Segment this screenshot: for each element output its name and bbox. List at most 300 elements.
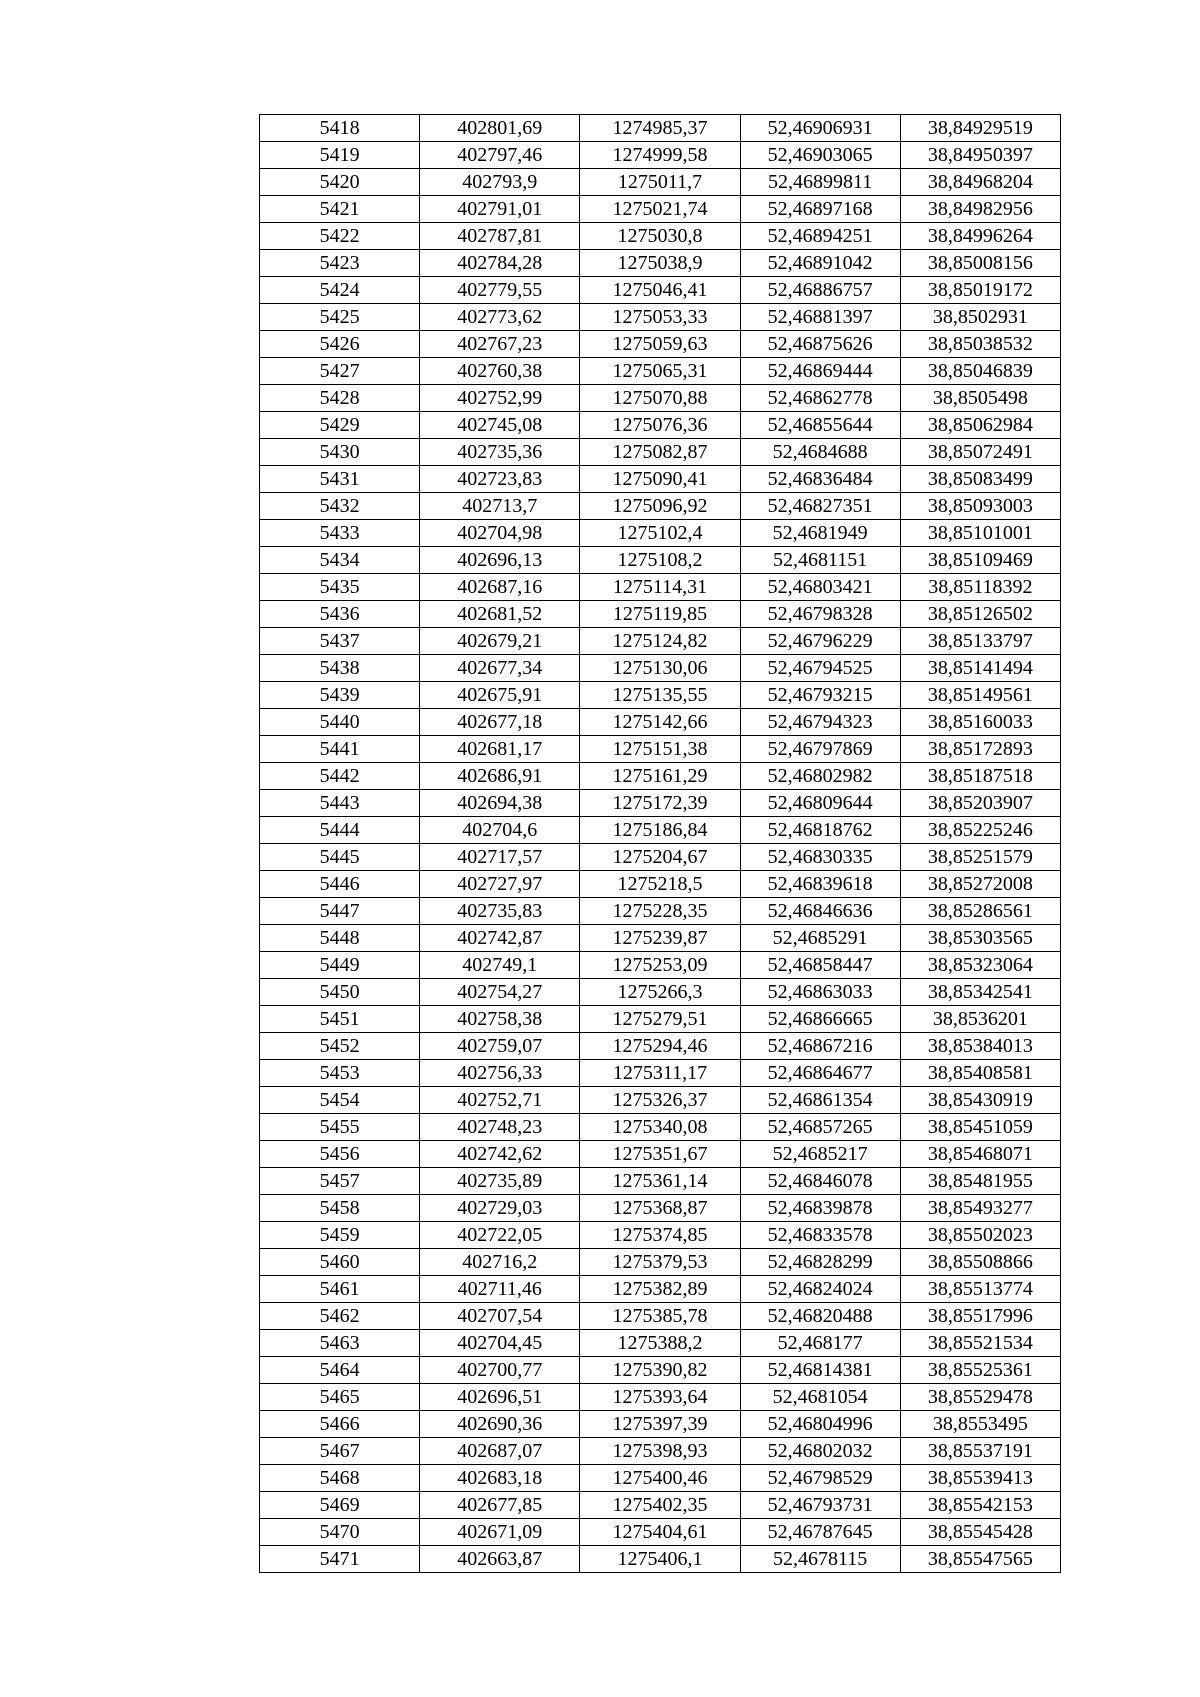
y-coordinate-cell: 1275388,2: [580, 1330, 740, 1357]
x-coordinate-cell: 402791,01: [420, 196, 580, 223]
point-number-cell: 5443: [260, 790, 420, 817]
point-number-cell: 5433: [260, 520, 420, 547]
x-coordinate-cell: 402716,2: [420, 1249, 580, 1276]
y-coordinate-cell: 1275382,89: [580, 1276, 740, 1303]
y-coordinate-cell: 1275402,35: [580, 1492, 740, 1519]
y-coordinate-cell: 1275400,46: [580, 1465, 740, 1492]
latitude-cell: 52,46839618: [740, 871, 900, 898]
x-coordinate-cell: 402704,98: [420, 520, 580, 547]
longitude-cell: 38,85072491: [900, 439, 1060, 466]
y-coordinate-cell: 1275030,8: [580, 223, 740, 250]
table-row: [260, 1060, 1061, 1087]
y-coordinate-cell: 1275379,53: [580, 1249, 740, 1276]
point-number-cell: 5425: [260, 304, 420, 331]
longitude-cell: 38,85225246: [900, 817, 1060, 844]
table-row: [260, 952, 1061, 979]
y-coordinate-cell: 1275326,37: [580, 1087, 740, 1114]
x-coordinate-cell: 402681,17: [420, 736, 580, 763]
y-coordinate-cell: 1275021,74: [580, 196, 740, 223]
table-row: [260, 331, 1061, 358]
latitude-cell: 52,46824024: [740, 1276, 900, 1303]
x-coordinate-cell: 402704,45: [420, 1330, 580, 1357]
table-row: [260, 1546, 1061, 1573]
longitude-cell: 38,85062984: [900, 412, 1060, 439]
longitude-cell: 38,84950397: [900, 142, 1060, 169]
table-row: [260, 763, 1061, 790]
table-row: [260, 1087, 1061, 1114]
y-coordinate-cell: 1275065,31: [580, 358, 740, 385]
latitude-cell: 52,46793215: [740, 682, 900, 709]
point-number-cell: 5448: [260, 925, 420, 952]
point-number-cell: 5452: [260, 1033, 420, 1060]
x-coordinate-cell: 402677,85: [420, 1492, 580, 1519]
latitude-cell: 52,46869444: [740, 358, 900, 385]
y-coordinate-cell: 1275239,87: [580, 925, 740, 952]
table-row: [260, 709, 1061, 736]
latitude-cell: 52,4685217: [740, 1141, 900, 1168]
y-coordinate-cell: 1275351,67: [580, 1141, 740, 1168]
latitude-cell: 52,46894251: [740, 223, 900, 250]
longitude-cell: 38,84929519: [900, 115, 1060, 142]
table-row: [260, 1195, 1061, 1222]
longitude-cell: 38,85384013: [900, 1033, 1060, 1060]
table-row: [260, 466, 1061, 493]
x-coordinate-cell: 402749,1: [420, 952, 580, 979]
y-coordinate-cell: 1275186,84: [580, 817, 740, 844]
x-coordinate-cell: 402756,33: [420, 1060, 580, 1087]
longitude-cell: 38,85133797: [900, 628, 1060, 655]
x-coordinate-cell: 402671,09: [420, 1519, 580, 1546]
y-coordinate-cell: 1275397,39: [580, 1411, 740, 1438]
longitude-cell: 38,85323064: [900, 952, 1060, 979]
point-number-cell: 5434: [260, 547, 420, 574]
point-number-cell: 5470: [260, 1519, 420, 1546]
latitude-cell: 52,4684688: [740, 439, 900, 466]
point-number-cell: 5432: [260, 493, 420, 520]
longitude-cell: 38,84982956: [900, 196, 1060, 223]
latitude-cell: 52,46787645: [740, 1519, 900, 1546]
longitude-cell: 38,85109469: [900, 547, 1060, 574]
point-number-cell: 5449: [260, 952, 420, 979]
table-row: [260, 304, 1061, 331]
point-number-cell: 5462: [260, 1303, 420, 1330]
table-row: [260, 358, 1061, 385]
point-number-cell: 5453: [260, 1060, 420, 1087]
point-number-cell: 5429: [260, 412, 420, 439]
longitude-cell: 38,85126502: [900, 601, 1060, 628]
latitude-cell: 52,46833578: [740, 1222, 900, 1249]
longitude-cell: 38,85141494: [900, 655, 1060, 682]
latitude-cell: 52,4685291: [740, 925, 900, 952]
table-row: [260, 412, 1061, 439]
longitude-cell: 38,85272008: [900, 871, 1060, 898]
point-number-cell: 5444: [260, 817, 420, 844]
longitude-cell: 38,85101001: [900, 520, 1060, 547]
latitude-cell: 52,46861354: [740, 1087, 900, 1114]
latitude-cell: 52,46886757: [740, 277, 900, 304]
point-number-cell: 5456: [260, 1141, 420, 1168]
x-coordinate-cell: 402745,08: [420, 412, 580, 439]
point-number-cell: 5458: [260, 1195, 420, 1222]
longitude-cell: 38,85517996: [900, 1303, 1060, 1330]
point-number-cell: 5422: [260, 223, 420, 250]
longitude-cell: 38,85502023: [900, 1222, 1060, 1249]
x-coordinate-cell: 402704,6: [420, 817, 580, 844]
point-number-cell: 5419: [260, 142, 420, 169]
latitude-cell: 52,46836484: [740, 466, 900, 493]
latitude-cell: 52,46903065: [740, 142, 900, 169]
longitude-cell: 38,85172893: [900, 736, 1060, 763]
longitude-cell: 38,85187518: [900, 763, 1060, 790]
latitude-cell: 52,46867216: [740, 1033, 900, 1060]
point-number-cell: 5431: [260, 466, 420, 493]
x-coordinate-cell: 402687,16: [420, 574, 580, 601]
point-number-cell: 5435: [260, 574, 420, 601]
x-coordinate-cell: 402696,51: [420, 1384, 580, 1411]
latitude-cell: 52,46794525: [740, 655, 900, 682]
y-coordinate-cell: 1275114,31: [580, 574, 740, 601]
longitude-cell: 38,8502931: [900, 304, 1060, 331]
table-row: [260, 925, 1061, 952]
table-row: [260, 169, 1061, 196]
y-coordinate-cell: 1275119,85: [580, 601, 740, 628]
y-coordinate-cell: 1275204,67: [580, 844, 740, 871]
point-number-cell: 5423: [260, 250, 420, 277]
y-coordinate-cell: 1275374,85: [580, 1222, 740, 1249]
x-coordinate-cell: 402801,69: [420, 115, 580, 142]
latitude-cell: 52,46858447: [740, 952, 900, 979]
table-row: [260, 736, 1061, 763]
x-coordinate-cell: 402700,77: [420, 1357, 580, 1384]
x-coordinate-cell: 402696,13: [420, 547, 580, 574]
x-coordinate-cell: 402729,03: [420, 1195, 580, 1222]
x-coordinate-cell: 402713,7: [420, 493, 580, 520]
x-coordinate-cell: 402723,83: [420, 466, 580, 493]
table-row: [260, 844, 1061, 871]
latitude-cell: 52,46846636: [740, 898, 900, 925]
point-number-cell: 5446: [260, 871, 420, 898]
latitude-cell: 52,46891042: [740, 250, 900, 277]
y-coordinate-cell: 1275279,51: [580, 1006, 740, 1033]
x-coordinate-cell: 402752,71: [420, 1087, 580, 1114]
y-coordinate-cell: 1275406,1: [580, 1546, 740, 1573]
y-coordinate-cell: 1275108,2: [580, 547, 740, 574]
point-number-cell: 5447: [260, 898, 420, 925]
latitude-cell: 52,46798328: [740, 601, 900, 628]
x-coordinate-cell: 402787,81: [420, 223, 580, 250]
y-coordinate-cell: 1275340,08: [580, 1114, 740, 1141]
latitude-cell: 52,46846078: [740, 1168, 900, 1195]
y-coordinate-cell: 1275053,33: [580, 304, 740, 331]
x-coordinate-cell: 402742,87: [420, 925, 580, 952]
x-coordinate-cell: 402690,36: [420, 1411, 580, 1438]
y-coordinate-cell: 1275161,29: [580, 763, 740, 790]
x-coordinate-cell: 402767,23: [420, 331, 580, 358]
point-number-cell: 5445: [260, 844, 420, 871]
latitude-cell: 52,46897168: [740, 196, 900, 223]
longitude-cell: 38,85513774: [900, 1276, 1060, 1303]
latitude-cell: 52,46863033: [740, 979, 900, 1006]
x-coordinate-cell: 402727,97: [420, 871, 580, 898]
y-coordinate-cell: 1274999,58: [580, 142, 740, 169]
longitude-cell: 38,85468071: [900, 1141, 1060, 1168]
latitude-cell: 52,468177: [740, 1330, 900, 1357]
x-coordinate-cell: 402686,91: [420, 763, 580, 790]
point-number-cell: 5457: [260, 1168, 420, 1195]
x-coordinate-cell: 402773,62: [420, 304, 580, 331]
x-coordinate-cell: 402760,38: [420, 358, 580, 385]
table-row: [260, 1303, 1061, 1330]
x-coordinate-cell: 402681,52: [420, 601, 580, 628]
table-row: [260, 898, 1061, 925]
table-row: [260, 1168, 1061, 1195]
point-number-cell: 5418: [260, 115, 420, 142]
longitude-cell: 38,85529478: [900, 1384, 1060, 1411]
x-coordinate-cell: 402707,54: [420, 1303, 580, 1330]
longitude-cell: 38,85451059: [900, 1114, 1060, 1141]
x-coordinate-cell: 402752,99: [420, 385, 580, 412]
latitude-cell: 52,46820488: [740, 1303, 900, 1330]
table-row: [260, 979, 1061, 1006]
y-coordinate-cell: 1275135,55: [580, 682, 740, 709]
y-coordinate-cell: 1275390,82: [580, 1357, 740, 1384]
latitude-cell: 52,46855644: [740, 412, 900, 439]
table-row: [260, 1384, 1061, 1411]
point-number-cell: 5455: [260, 1114, 420, 1141]
latitude-cell: 52,46906931: [740, 115, 900, 142]
y-coordinate-cell: 1275059,63: [580, 331, 740, 358]
point-number-cell: 5454: [260, 1087, 420, 1114]
y-coordinate-cell: 1275070,88: [580, 385, 740, 412]
y-coordinate-cell: 1275076,36: [580, 412, 740, 439]
table-row: [260, 1411, 1061, 1438]
x-coordinate-cell: 402735,36: [420, 439, 580, 466]
point-number-cell: 5424: [260, 277, 420, 304]
x-coordinate-cell: 402735,89: [420, 1168, 580, 1195]
latitude-cell: 52,46839878: [740, 1195, 900, 1222]
longitude-cell: 38,85547565: [900, 1546, 1060, 1573]
longitude-cell: 38,85537191: [900, 1438, 1060, 1465]
table-row: [260, 277, 1061, 304]
latitude-cell: 52,46797869: [740, 736, 900, 763]
y-coordinate-cell: 1274985,37: [580, 115, 740, 142]
x-coordinate-cell: 402717,57: [420, 844, 580, 871]
point-number-cell: 5465: [260, 1384, 420, 1411]
point-number-cell: 5464: [260, 1357, 420, 1384]
x-coordinate-cell: 402754,27: [420, 979, 580, 1006]
point-number-cell: 5421: [260, 196, 420, 223]
latitude-cell: 52,46803421: [740, 574, 900, 601]
table-row: [260, 1222, 1061, 1249]
table-row: [260, 1249, 1061, 1276]
x-coordinate-cell: 402797,46: [420, 142, 580, 169]
latitude-cell: 52,46814381: [740, 1357, 900, 1384]
x-coordinate-cell: 402748,23: [420, 1114, 580, 1141]
table-row: [260, 1114, 1061, 1141]
x-coordinate-cell: 402759,07: [420, 1033, 580, 1060]
latitude-cell: 52,46798529: [740, 1465, 900, 1492]
latitude-cell: 52,46827351: [740, 493, 900, 520]
point-number-cell: 5442: [260, 763, 420, 790]
latitude-cell: 52,46875626: [740, 331, 900, 358]
y-coordinate-cell: 1275046,41: [580, 277, 740, 304]
coordinates-table: [259, 114, 1061, 1573]
longitude-cell: 38,84968204: [900, 169, 1060, 196]
table-row: [260, 1141, 1061, 1168]
table-row: [260, 655, 1061, 682]
coordinates-table-body: [260, 115, 1061, 1573]
latitude-cell: 52,46802982: [740, 763, 900, 790]
latitude-cell: 52,46881397: [740, 304, 900, 331]
table-row: [260, 223, 1061, 250]
longitude-cell: 38,85303565: [900, 925, 1060, 952]
longitude-cell: 38,85251579: [900, 844, 1060, 871]
table-row: [260, 547, 1061, 574]
longitude-cell: 38,85525361: [900, 1357, 1060, 1384]
y-coordinate-cell: 1275130,06: [580, 655, 740, 682]
point-number-cell: 5440: [260, 709, 420, 736]
latitude-cell: 52,46830335: [740, 844, 900, 871]
x-coordinate-cell: 402687,07: [420, 1438, 580, 1465]
y-coordinate-cell: 1275096,92: [580, 493, 740, 520]
longitude-cell: 38,85342541: [900, 979, 1060, 1006]
y-coordinate-cell: 1275038,9: [580, 250, 740, 277]
longitude-cell: 38,85083499: [900, 466, 1060, 493]
longitude-cell: 38,8536201: [900, 1006, 1060, 1033]
table-row: [260, 385, 1061, 412]
point-number-cell: 5438: [260, 655, 420, 682]
point-number-cell: 5451: [260, 1006, 420, 1033]
longitude-cell: 38,85093003: [900, 493, 1060, 520]
latitude-cell: 52,4681151: [740, 547, 900, 574]
point-number-cell: 5441: [260, 736, 420, 763]
longitude-cell: 38,8505498: [900, 385, 1060, 412]
y-coordinate-cell: 1275398,93: [580, 1438, 740, 1465]
table-row: [260, 817, 1061, 844]
latitude-cell: 52,46804996: [740, 1411, 900, 1438]
latitude-cell: 52,46866665: [740, 1006, 900, 1033]
point-number-cell: 5460: [260, 1249, 420, 1276]
latitude-cell: 52,46862778: [740, 385, 900, 412]
table-row: [260, 1330, 1061, 1357]
y-coordinate-cell: 1275218,5: [580, 871, 740, 898]
table-row: [260, 1357, 1061, 1384]
longitude-cell: 38,85046839: [900, 358, 1060, 385]
longitude-cell: 38,85160033: [900, 709, 1060, 736]
latitude-cell: 52,46818762: [740, 817, 900, 844]
point-number-cell: 5467: [260, 1438, 420, 1465]
y-coordinate-cell: 1275294,46: [580, 1033, 740, 1060]
table-row: [260, 196, 1061, 223]
latitude-cell: 52,46796229: [740, 628, 900, 655]
longitude-cell: 38,85203907: [900, 790, 1060, 817]
x-coordinate-cell: 402711,46: [420, 1276, 580, 1303]
latitude-cell: 52,46857265: [740, 1114, 900, 1141]
x-coordinate-cell: 402677,34: [420, 655, 580, 682]
y-coordinate-cell: 1275102,4: [580, 520, 740, 547]
table-row: [260, 1438, 1061, 1465]
y-coordinate-cell: 1275011,7: [580, 169, 740, 196]
point-number-cell: 5466: [260, 1411, 420, 1438]
longitude-cell: 38,85286561: [900, 898, 1060, 925]
y-coordinate-cell: 1275090,41: [580, 466, 740, 493]
latitude-cell: 52,46864677: [740, 1060, 900, 1087]
latitude-cell: 52,46802032: [740, 1438, 900, 1465]
table-row: [260, 1465, 1061, 1492]
table-row: [260, 1006, 1061, 1033]
table-row: [260, 250, 1061, 277]
x-coordinate-cell: 402677,18: [420, 709, 580, 736]
table-row: [260, 439, 1061, 466]
x-coordinate-cell: 402758,38: [420, 1006, 580, 1033]
point-number-cell: 5469: [260, 1492, 420, 1519]
point-number-cell: 5450: [260, 979, 420, 1006]
longitude-cell: 38,85542153: [900, 1492, 1060, 1519]
y-coordinate-cell: 1275368,87: [580, 1195, 740, 1222]
latitude-cell: 52,4681949: [740, 520, 900, 547]
longitude-cell: 38,85481955: [900, 1168, 1060, 1195]
table-row: [260, 493, 1061, 520]
longitude-cell: 38,85118392: [900, 574, 1060, 601]
x-coordinate-cell: 402675,91: [420, 682, 580, 709]
point-number-cell: 5420: [260, 169, 420, 196]
y-coordinate-cell: 1275151,38: [580, 736, 740, 763]
point-number-cell: 5463: [260, 1330, 420, 1357]
latitude-cell: 52,46809644: [740, 790, 900, 817]
longitude-cell: 38,84996264: [900, 223, 1060, 250]
point-number-cell: 5439: [260, 682, 420, 709]
latitude-cell: 52,46794323: [740, 709, 900, 736]
table-row: [260, 1492, 1061, 1519]
table-row: [260, 142, 1061, 169]
y-coordinate-cell: 1275172,39: [580, 790, 740, 817]
table-row: [260, 601, 1061, 628]
point-number-cell: 5468: [260, 1465, 420, 1492]
y-coordinate-cell: 1275393,64: [580, 1384, 740, 1411]
y-coordinate-cell: 1275082,87: [580, 439, 740, 466]
latitude-cell: 52,46793731: [740, 1492, 900, 1519]
table-row: [260, 682, 1061, 709]
point-number-cell: 5471: [260, 1546, 420, 1573]
x-coordinate-cell: 402663,87: [420, 1546, 580, 1573]
y-coordinate-cell: 1275228,35: [580, 898, 740, 925]
y-coordinate-cell: 1275404,61: [580, 1519, 740, 1546]
x-coordinate-cell: 402735,83: [420, 898, 580, 925]
point-number-cell: 5426: [260, 331, 420, 358]
y-coordinate-cell: 1275266,3: [580, 979, 740, 1006]
point-number-cell: 5436: [260, 601, 420, 628]
longitude-cell: 38,85038532: [900, 331, 1060, 358]
x-coordinate-cell: 402694,38: [420, 790, 580, 817]
longitude-cell: 38,8553495: [900, 1411, 1060, 1438]
table-row: [260, 790, 1061, 817]
y-coordinate-cell: 1275311,17: [580, 1060, 740, 1087]
point-number-cell: 5459: [260, 1222, 420, 1249]
latitude-cell: 52,46828299: [740, 1249, 900, 1276]
table-row: [260, 871, 1061, 898]
longitude-cell: 38,85019172: [900, 277, 1060, 304]
table-row: [260, 628, 1061, 655]
point-number-cell: 5427: [260, 358, 420, 385]
x-coordinate-cell: 402679,21: [420, 628, 580, 655]
table-row: [260, 574, 1061, 601]
longitude-cell: 38,85149561: [900, 682, 1060, 709]
y-coordinate-cell: 1275142,66: [580, 709, 740, 736]
table-row: [260, 115, 1061, 142]
longitude-cell: 38,85539413: [900, 1465, 1060, 1492]
latitude-cell: 52,46899811: [740, 169, 900, 196]
longitude-cell: 38,85408581: [900, 1060, 1060, 1087]
